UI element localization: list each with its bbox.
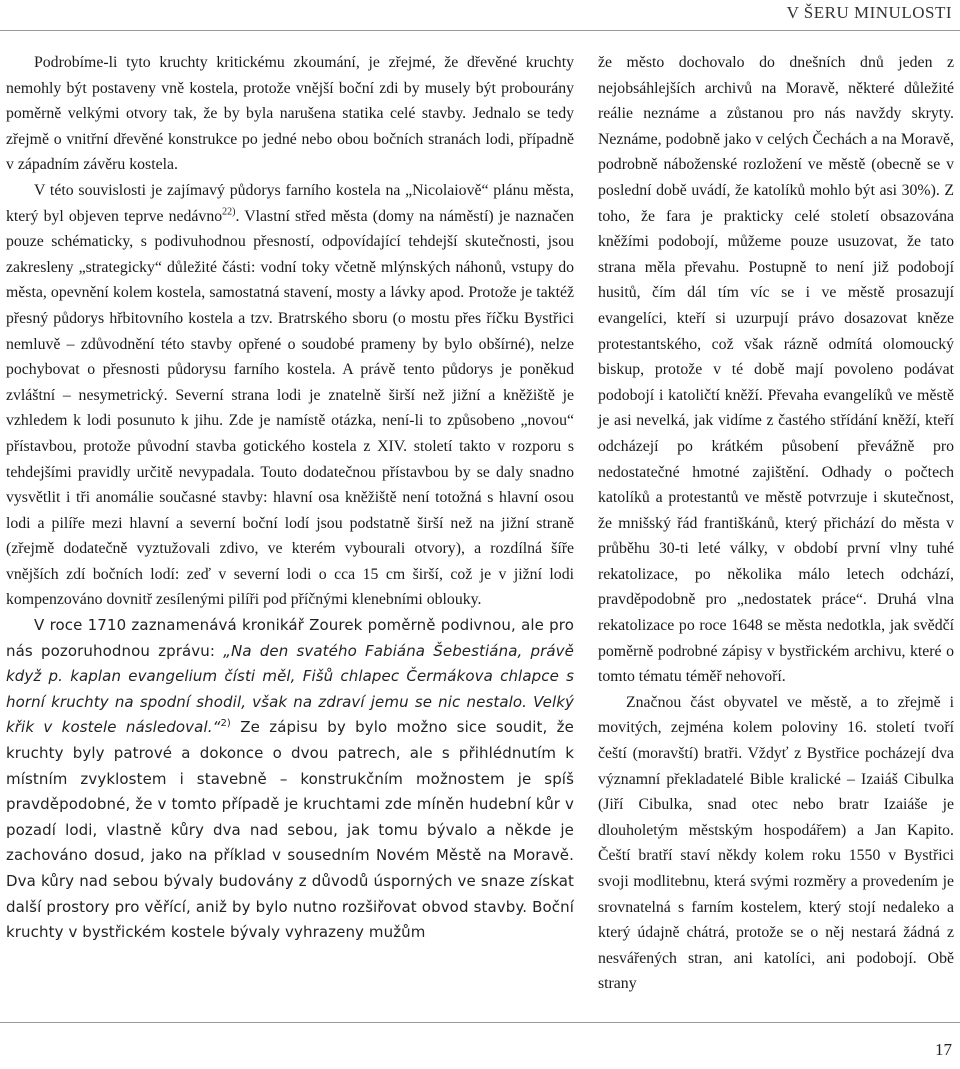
paragraph-text: . Vlastní střed města (domy na náměstí) je naznačen pouze schématicky, s podivuhodnou přesností, odpovídající tehdejší skutečnosti, jsou zakresleny „strategicky“ důležité části: vodní toky včetně mlýnských náhonů, vstupy do města, opevnění kolem kostela, samostatná stavení, mosty a lávky apod. Protože je taktéž přesný půdorys hřbitovního kostela a tzv. Bratrského sboru (o mostu přes říčku Bystřici nemluvě – zdůvodnění této stavby opřené o soudobé prameny by bylo obšírné), nelze pochybovat o přesnosti půdorysu farního kostela. A právě tento půdorys je poněkud zvláštní – nesymetrický. Severní strana lodi je znatelně širší než jižní a kněžiště je vzhledem k lodi posunuto k jihu. Zde je namístě otázka, není-li to způsobeno „novou“ přístavbou, protože původní stavba gotického kostela z XIV. století takto v rozporu s tehdejšími pravidly určitě nevypadala. Touto dodatečnou přístavbou by se daly snadno vysvětlit i tři anomálie současné stavby: hlavní osa kněžiště není totožná s hlavní osou lodi a pilíře mezi hlavní a severní boční lodí jsou podstatně širší než na jižní straně (zřejmě dodatečně vyztužovali zdivo, ve kterém vybourali otvory), a rozdílná šíře vnějších zdí bočních lodí: zeď v severní lodi o cca 15 cm širší, což je v jižní lodi kompenzováno dovnitř zesílenými pilíři pod příčnými klenebními oblouky. xyxy=(6,207,574,609)
paragraph-text: V roce 1710 zaznamenává kronikář Zourek poměrně podivnou, ale pro nás pozoruhodnou zprávu: xyxy=(6,616,574,660)
footnote-ref: 22) xyxy=(222,206,236,218)
right-column xyxy=(598,50,954,997)
paragraph-text: Ze zápisu by bylo možno sice soudit, že kruchty byly patrové a dokonce o dvou patrech, ale s přihlédnutím k místním zvyklostem i stavebně – konstrukčním možnostem je spíš pravděpodobné, že v tomto případě je kruchtami zde míněn hudební kůr v pozadí lodi, vlastně kůry dva nad sebou, jak tomu bývalo a někde je zachováno dosud, jako na příklad v sousedním Novém Městě na Moravě. Dva kůry nad sebou bývaly budovány z důvodů úsporných ve snaze získat další prostory pro věřící, aniž by bylo nutno rozšiřovat obvod stavby. Boční kruchty v bystřickém kostele bývaly vyhrazeny mužům xyxy=(6,718,574,942)
footer-divider xyxy=(0,1022,960,1023)
paragraph: že město dochovalo do dnešních dnů jeden z nejobsáhlejších archivů na Moravě, některé důležité reálie neznáme a zůstanou pro nás navždy skryty. Neznáme, podobně jako v celých Čechách a na Moravě, podrobně náboženské rozložení ve městě (obecně se v poslední době uvádí, že katolíků mohlo být asi 30%). Z toho, že fara je prakticky celé století obsazována kněžími podobojí, můžeme pouze usuzovat, že tato strana měla převahu. Postupně to není již podobojí husitů, čím dál tím víc se i ve městě prosazují evangelíci, kteří si uzurpují právo dosazovat kněze protestantského, což však rázně odmítá olomoucký biskup, protože v té době mají povoleno podávat podobojí i katoličtí kněží. Převaha evangelíků ve městě je asi nevelká, jak vidíme z častého střídání kněží, kteří odcházejí po krátkém působení převážně pro nedostatečné hmotné zajištění. Odhady o počtech katolíků a protestantů ve městě potvrzuje i skutečnost, že mnišský řád františkánů, který přichází do města v průběhu 30-ti leté války, v období první vlny tuhé rekatolizace, po několika málo letech odchází, pravděpodobně pro „nedostatek práce“. Druhá vlna rekatolizace po roce 1648 se města nedotkla, jak svědčí poměrně podrobné zápisy v bystřickém archivu, které o tomto tématu téměř nehovoří. xyxy=(598,54,954,686)
paragraph: Značnou část obyvatel ve městě, a to zřejmě i movitých, zejména kolem poloviny 16. století tvoří čeští (moravští) bratři. Vždyť z Bystřice pocházejí dva významní překladatelé Bible kralické – Izaiáš Cibulka (Jiří Cibulka, snad otec nebo bratr Izaiáše je dlouholetým městským hospodářem) a Jan Kapito. Čeští bratří staví někdy kolem roku 1550 v Bystřici svoji modlitebnu, která svými rozměry a provedením je srovnatelná s farním kostelem, který stojí nedaleko a který údajně chátrá, protože se o něj nestará žádná z nesvářených stran, ani katolíci, ani podobojí. Obě strany xyxy=(598,693,954,993)
chronicle-quote: „Na den svatého Fabiána Šebestiána, právě když p. kaplan evangelium čísti měl, Fišů chlapec Čermákova chlapce s horní kruchty na spodní shodil, však na zdraví jemu se nic nestalo. Velký křik v kostele následoval.“ xyxy=(6,641,574,737)
section-title: V ŠERU MINULOSTI xyxy=(786,3,952,22)
paragraph xyxy=(6,178,574,613)
paragraph xyxy=(6,613,574,946)
running-header xyxy=(0,0,960,31)
paragraph: Podrobíme-li tyto kruchty kritickému zkoumání, je zřejmé, že dřevěné kruchty nemohly být postaveny vně kostela, protože vnější boční zdi by musely být probourány poměrně velkými otvory tak, že by byla narušena statika celé stavby. Jednalo se tedy zřejmě o vnitřní dřevěné konstrukce po jedné nebo obou bočních stranách lodi, případně v západním závěru kostela. xyxy=(6,54,574,174)
footnote-ref: 2) xyxy=(220,718,231,730)
paragraph-text: V této souvislosti je zajímavý půdorys farního kostela na „Nicolaiově“ plánu města, který byl objeven teprve nedávno xyxy=(6,181,574,225)
left-column xyxy=(6,50,574,946)
page-number: 17 xyxy=(935,1040,952,1059)
